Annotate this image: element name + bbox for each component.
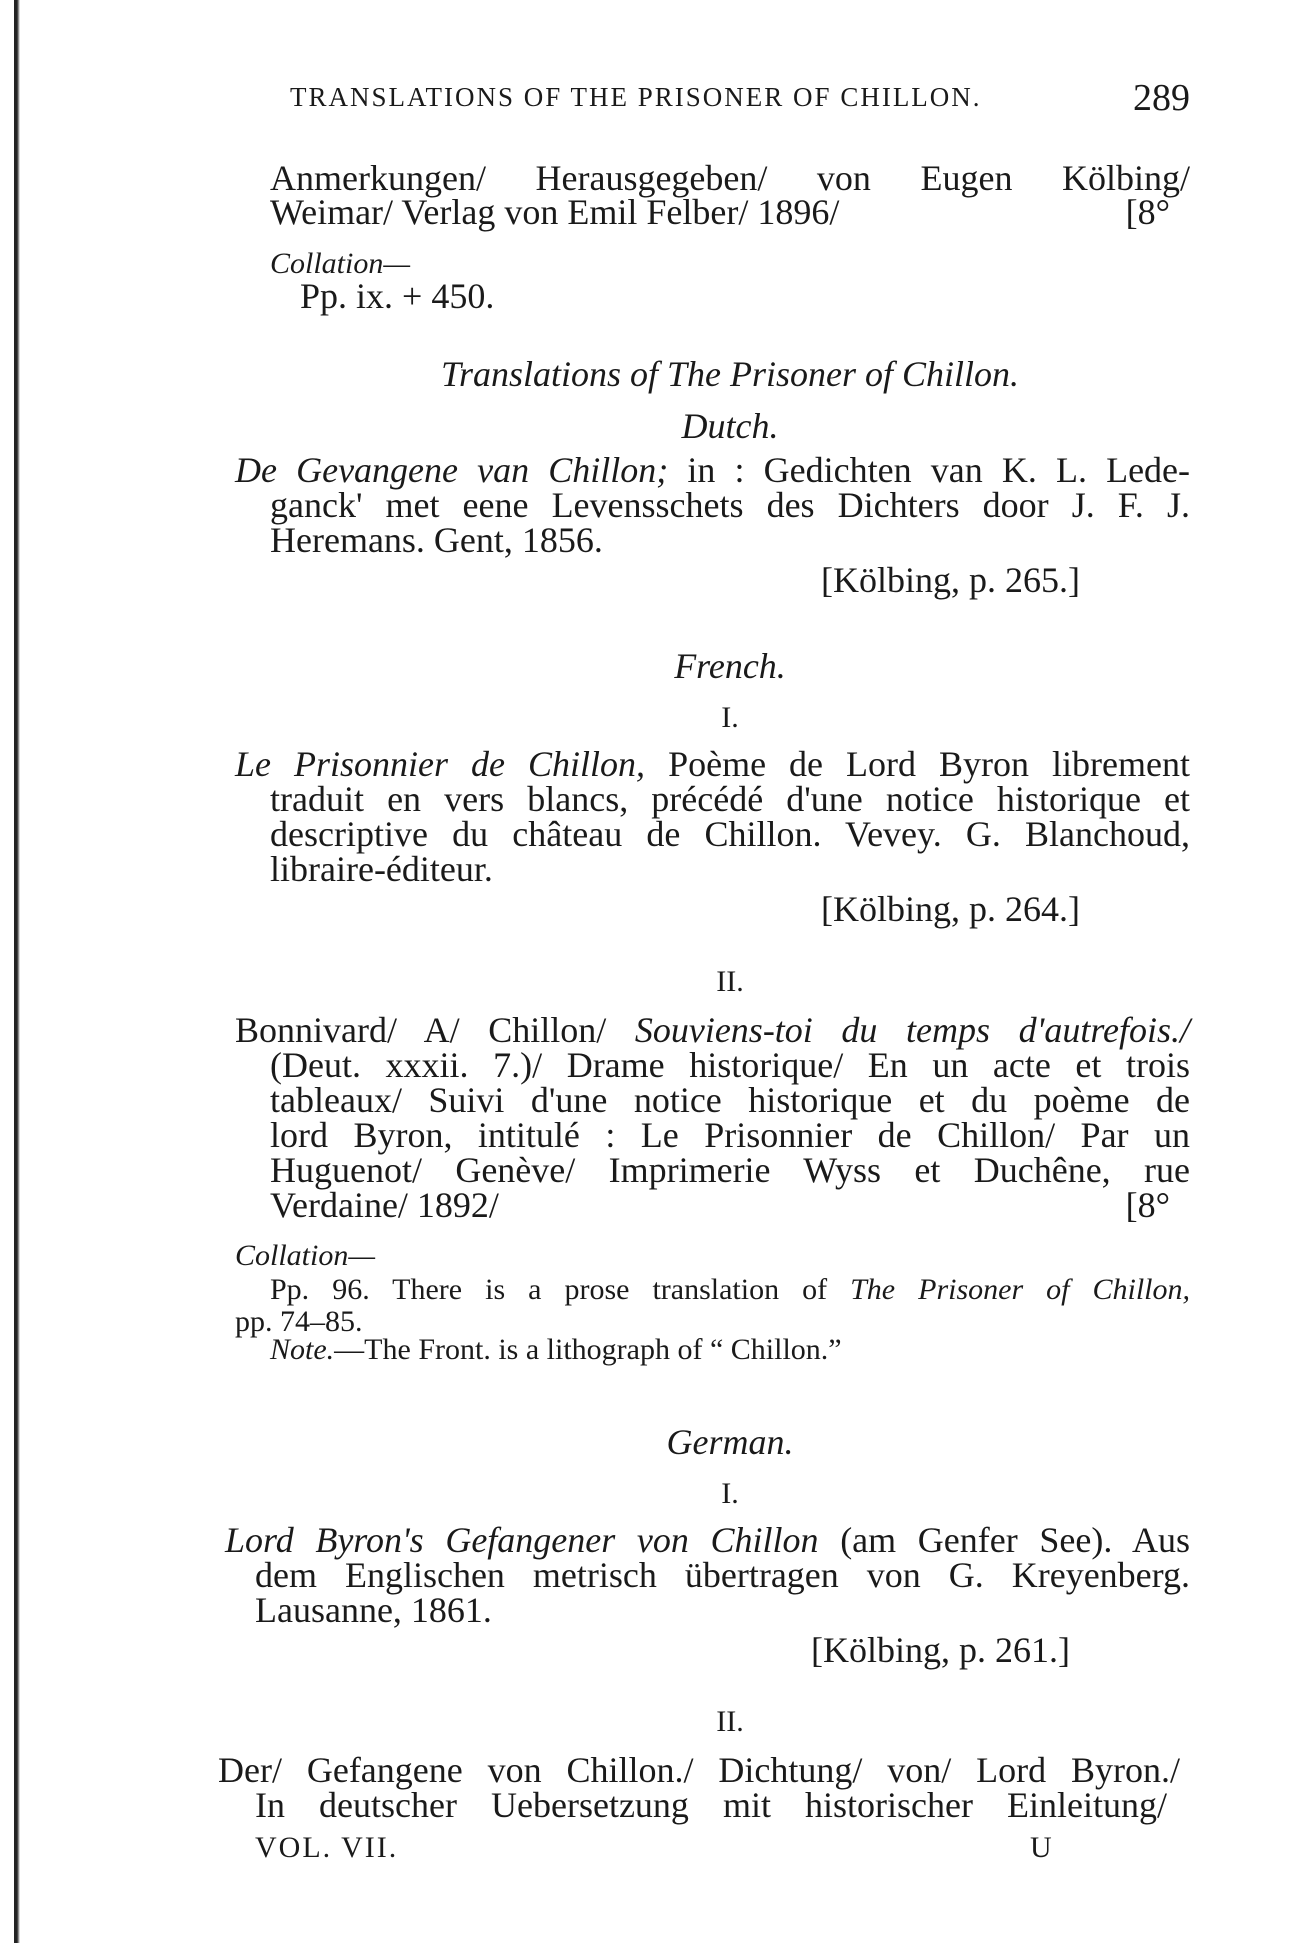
format-mark: [8°	[1125, 1185, 1170, 1225]
german-numeral-1: I.	[721, 1477, 739, 1510]
french-entry1-reference: [Kölbing, p. 264.]	[821, 889, 1080, 929]
french-entry1-line-1: Le Prisonnier de Chillon, Poème de Lord Byron librement	[235, 744, 1191, 784]
dutch-reference: [Kölbing, p. 265.]	[821, 560, 1080, 600]
french-entry2-line-1: Bonnivard/ A/ Chillon/ Souviens-toi du temps d'autrefois./	[235, 1010, 1190, 1050]
german-entry1-line-3: Lausanne, 1861.	[255, 1590, 492, 1630]
dutch-line-3: Heremans. Gent, 1856.	[270, 520, 603, 560]
french-collation-line-2: pp. 74–85.	[235, 1305, 363, 1338]
gathering-signature: U	[1030, 1831, 1052, 1864]
french-heading: French.	[674, 646, 786, 686]
french-entry2-line-6: Verdaine/ 1892/ [8°	[270, 1185, 1170, 1225]
german-entry2-line-2: In deutscher Uebersetzung mit historischer Einleitung/	[255, 1785, 1167, 1825]
dutch-line-1: De Gevangene van Chillon; in : Gedichten van K. L. Lede-	[235, 450, 1191, 490]
german-entry1-line-1: Lord Byron's Gefangener von Chillon (am Genfer See). Aus	[225, 1520, 1190, 1560]
german-entry2-line-1: Der/ Gefangene von Chillon./ Dichtung/ von/ Lord Byron./	[218, 1750, 1180, 1790]
top-entry-line-2: Weimar/ Verlag von Emil Felber/ 1896/ [8°	[270, 192, 1170, 232]
french-entry1-line-2: traduit en vers blancs, précédé d'une notice historique et	[270, 779, 1190, 819]
volume-signature: VOL. VII.	[255, 1831, 399, 1864]
german-numeral-2: II.	[716, 1705, 744, 1738]
top-entry-line-1: Anmerkungen/ Herausgegeben/ von Eugen Kölbing/	[270, 158, 1190, 198]
section-title: Translations of The Prisoner of Chillon.	[440, 354, 1020, 394]
dutch-heading: Dutch.	[681, 406, 779, 446]
dutch-line-2: ganck' met eene Levensschets des Dichters door J. F. J.	[270, 485, 1190, 525]
french-note: Note.—The Front. is a lithograph of “ Chillon.”	[270, 1333, 842, 1366]
french-entry2-line-5: Huguenot/ Genève/ Imprimerie Wyss et Duchêne, rue	[270, 1150, 1190, 1190]
french-entry1-line-4: libraire-éditeur.	[270, 849, 493, 889]
german-entry1-line-2: dem Englischen metrisch übertragen von G. Kreyenberg.	[255, 1555, 1190, 1595]
german-heading: German.	[666, 1422, 794, 1462]
french-numeral-2: II.	[716, 965, 744, 998]
french-collation-label: Collation—	[235, 1239, 376, 1272]
french-entry2-line-2: (Deut. xxxii. 7.)/ Drame historique/ En un acte et trois	[270, 1045, 1190, 1085]
collation-label: Collation—	[270, 247, 411, 280]
format-mark: [8°	[1125, 192, 1170, 232]
german-entry1-reference: [Kölbing, p. 261.]	[811, 1630, 1070, 1670]
french-entry1-line-3: descriptive du château de Chillon. Vevey. G. Blanchoud,	[270, 814, 1190, 854]
page-number: 289	[1133, 77, 1190, 119]
running-title: TRANSLATIONS OF THE PRISONER OF CHILLON.	[290, 82, 982, 112]
french-numeral-1: I.	[721, 701, 739, 734]
french-entry2-line-4: lord Byron, intitulé : Le Prisonnier de Chillon/ Par un	[270, 1115, 1190, 1155]
french-entry2-line-3: tableaux/ Suivi d'une notice historique et du poème de	[270, 1080, 1190, 1120]
french-collation-line-1: Pp. 96. There is a prose translation of The Prisoner of Chillon,	[270, 1273, 1190, 1306]
running-header	[290, 77, 1200, 119]
collation-text: Pp. ix. + 450.	[300, 276, 495, 316]
